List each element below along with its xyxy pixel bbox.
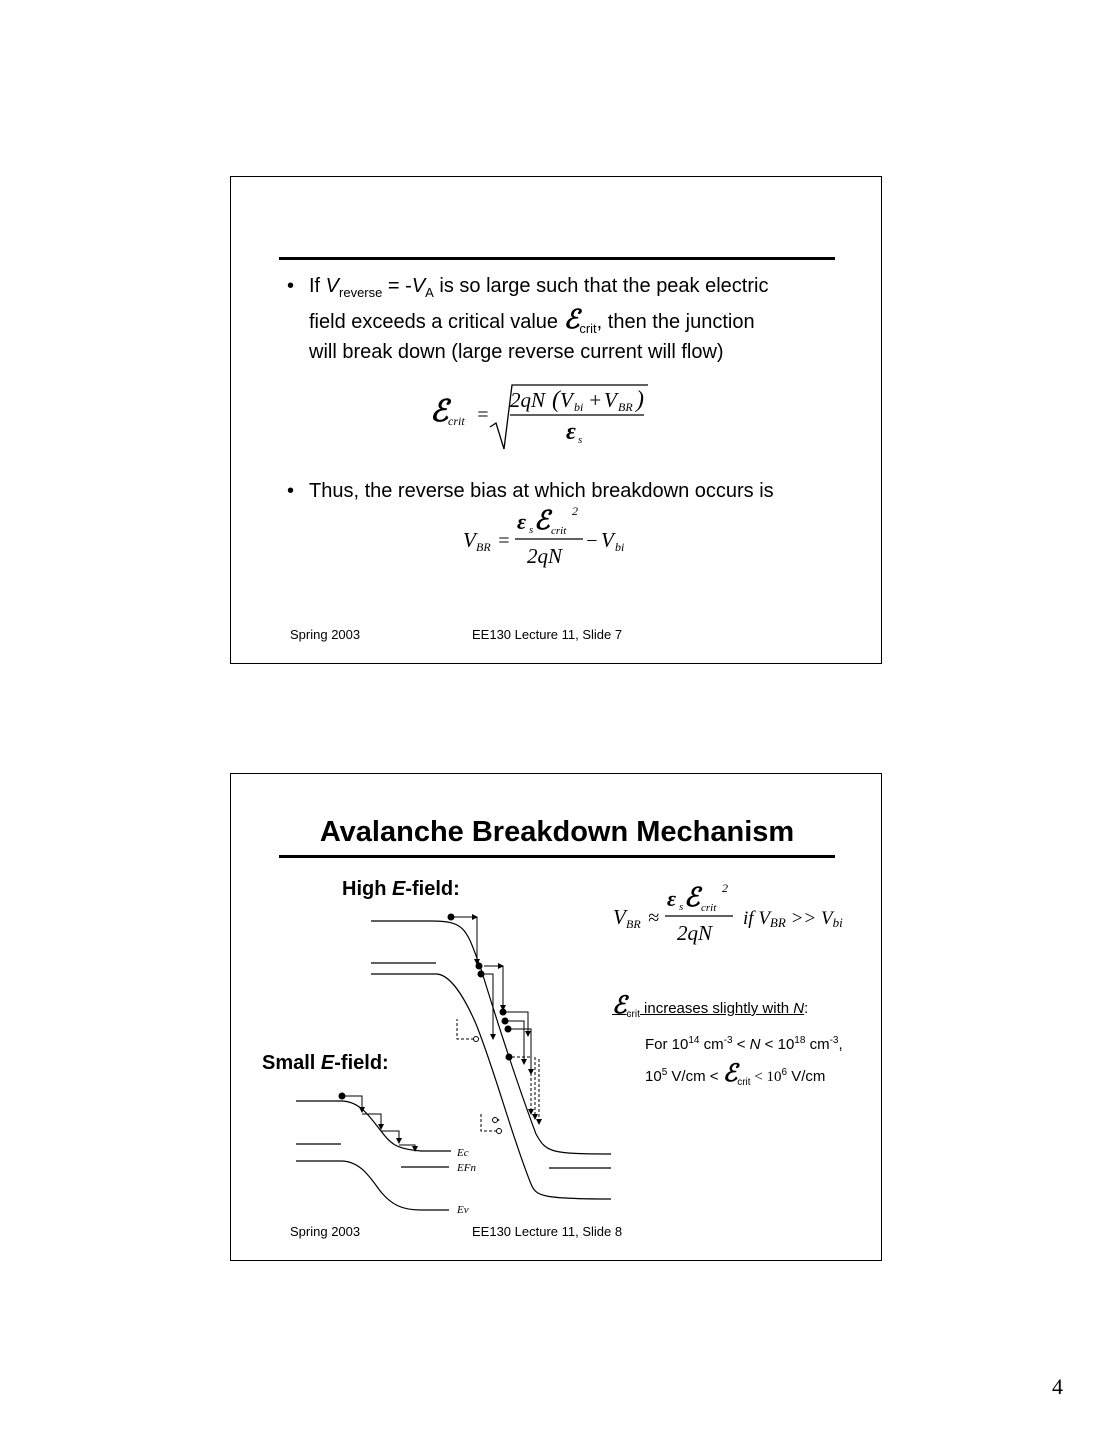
eq3-lhs-sub: BR [626, 917, 641, 931]
eq2-lhs-sub: BR [476, 540, 491, 554]
slide-7 [230, 176, 882, 664]
small-field-ev [296, 1161, 449, 1210]
eq1-vbi-sub: bi [574, 400, 584, 414]
eq3-den: 2qN [677, 921, 713, 945]
slide-8 [230, 773, 882, 1261]
footer-slide-id: EE130 Lecture 11, Slide 8 [472, 1224, 623, 1239]
eq1-equals: = [476, 404, 490, 426]
eq1-rparen: ) [636, 387, 644, 413]
breakdown-voltage-equation [459, 503, 639, 573]
slide-title: Avalanche Breakdown Mechanism [319, 816, 795, 848]
bullet-dot: • [287, 275, 295, 297]
eq2-den: 2qN [527, 544, 563, 568]
eq1-den-sub: s [578, 434, 583, 446]
eq2-equals: = [497, 530, 511, 552]
eq1-vbr-sub: BR [618, 400, 633, 414]
eq1-lparen: ( [552, 387, 560, 413]
eq3-eps: ε [667, 886, 677, 911]
critical-field-note: ℰ$_{crit}$ increases slightly with N: [612, 993, 809, 1020]
title-rule [279, 257, 835, 260]
eq2-lhs-v: V [463, 528, 476, 552]
page-number: 4 [1052, 1374, 1063, 1399]
footer-date: Spring 2003 [290, 627, 361, 642]
footer-date: Spring 2003 [290, 1224, 361, 1239]
small-field-carrier-arrows [339, 1093, 415, 1151]
eq2-exp: 2 [572, 504, 578, 518]
eq3-script-e: ℰ [684, 883, 700, 912]
band-label-ec: Ec [457, 1147, 469, 1159]
eq1-lhs-symbol: ℰ [430, 395, 449, 428]
small-field-label: Small E-field: [262, 1052, 389, 1074]
high-field-label: High E-field: [342, 878, 460, 900]
eq2-crit: crit [551, 525, 567, 537]
eq3-approx: ≈ [648, 907, 659, 929]
critical-field-equation [426, 377, 656, 452]
eq3-lhs-v: V [613, 905, 626, 929]
bullet-dot: • [287, 480, 295, 502]
eq3-eps-sub: s [679, 901, 684, 913]
eq2-script-e: ℰ [534, 506, 550, 535]
eq1-num-2qn: 2qN [510, 388, 546, 412]
eq2-vbi: V [601, 528, 614, 552]
band-label-ev: Ev [457, 1204, 469, 1216]
band-diagram [231, 774, 883, 1262]
eq3-cond: if VBR >> Vbi [743, 908, 843, 930]
eq1-vbi: V [560, 388, 573, 412]
eq3-exp: 2 [722, 881, 728, 895]
eq2-eps-sub: s [529, 524, 534, 536]
doping-range-note: For $10^{14}$ $cm^{-3} < N < 10^{18}$ $cm^{-3}$, [645, 1035, 843, 1053]
eq2-eps: ε [517, 509, 527, 534]
eq2-minus: − [585, 530, 599, 552]
footer-slide-id: EE130 Lecture 11, Slide 7 [472, 627, 623, 642]
eq3-crit: crit [701, 902, 717, 914]
field-range-note: $10^5$ V/cm < ℰ$_{crit}$ < $10^6$ V/cm [645, 1061, 826, 1088]
bullet-text: Thus, the reverse bias at which breakdown occurs is [309, 480, 774, 502]
eq1-den-eps: ε [566, 419, 576, 445]
eq1-lhs-sub: crit [448, 414, 465, 428]
bullet-text: If $V_{reverse} = -V_A$ is so large such that the peak electric field exceeds a critical value ℰ$_{crit}$, then the junction will break down (large reverse current will flow) [309, 275, 769, 363]
high-field-ev [371, 974, 611, 1199]
eq2-vbi-sub: bi [615, 540, 625, 554]
eq1-plus: + [588, 388, 603, 412]
band-label-efn: EFn [457, 1162, 476, 1174]
eq1-vbr: V [604, 388, 617, 412]
high-field-carrier-arrows [448, 914, 539, 1134]
high-field-ec [371, 921, 611, 1154]
